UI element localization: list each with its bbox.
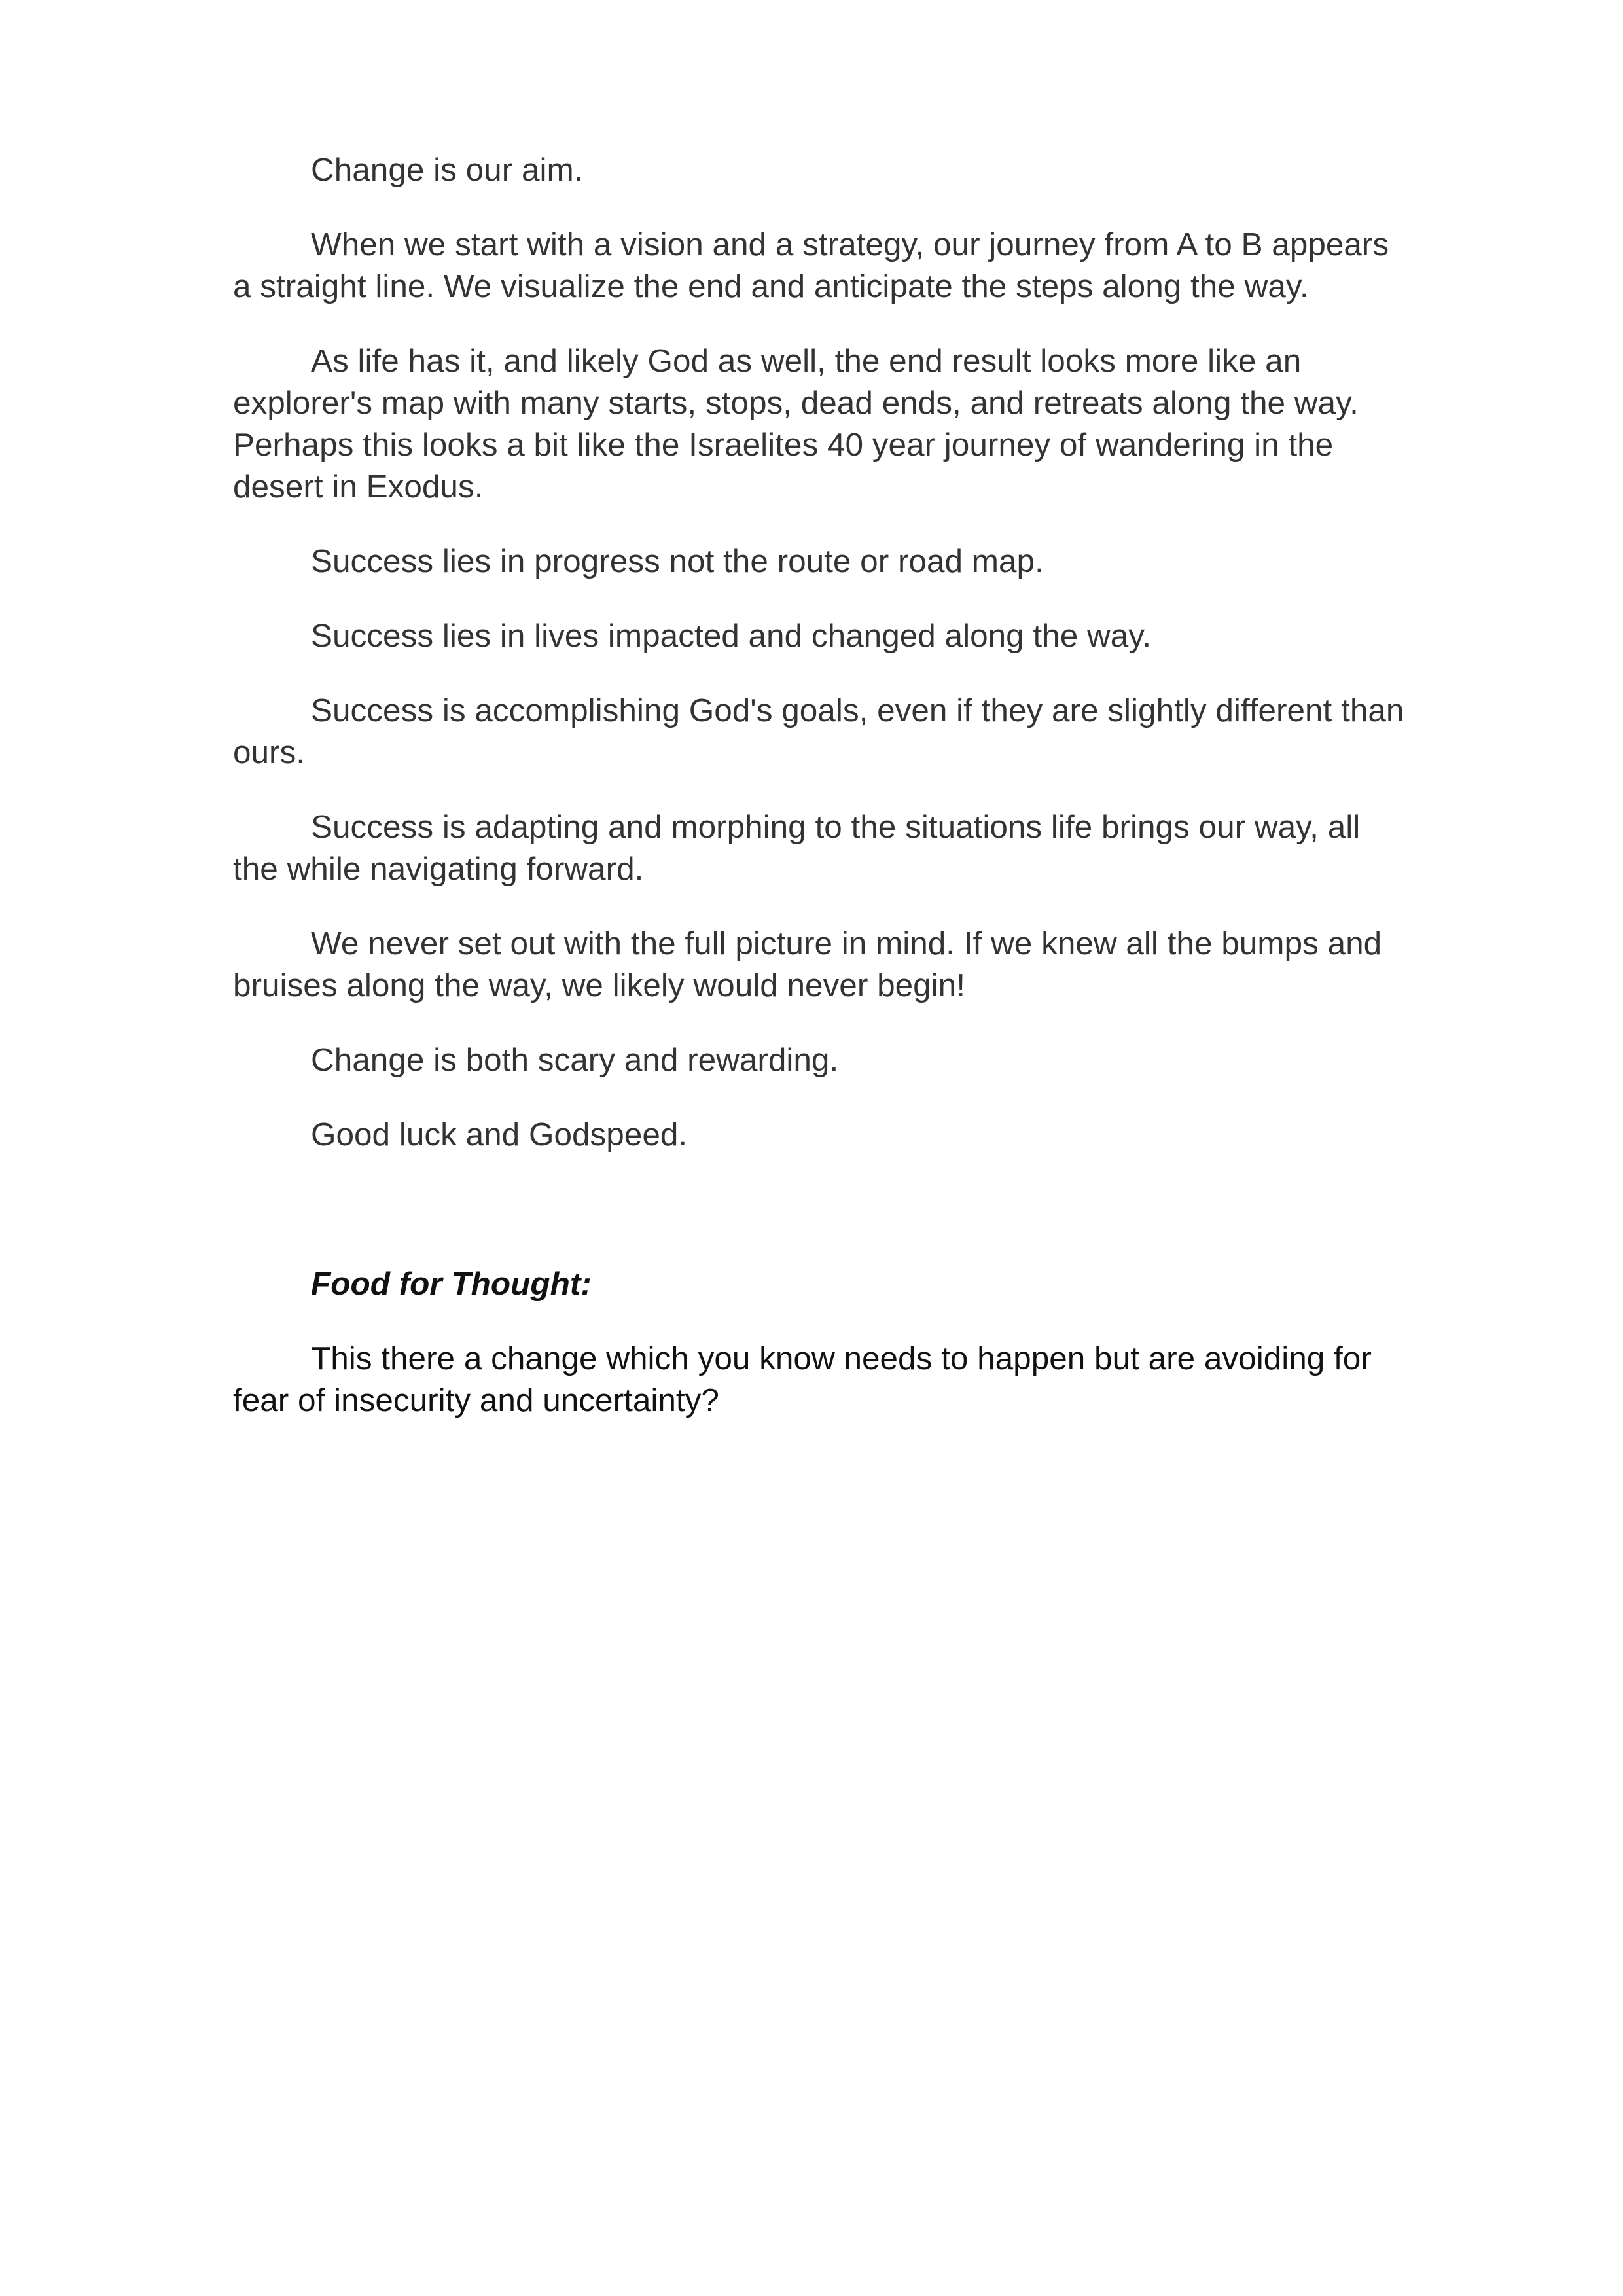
paragraph: When we start with a vision and a strategy, our journey from A to B appears a straight line. We visualize the end and anticipate the steps along the way.	[233, 226, 1389, 304]
paragraph: Success lies in lives impacted and changed along the way.	[311, 618, 1152, 654]
food-for-thought-question: This there a change which you know needs to happen but are avoiding for fear of insecurity and uncertainty?	[233, 1340, 1372, 1418]
paragraph: Change is our aim.	[311, 152, 583, 188]
paragraph: Success is adapting and morphing to the situations life brings our way, all the while navigating forward.	[233, 809, 1361, 887]
food-for-thought-heading: Food for Thought:	[311, 1266, 592, 1302]
paragraph: Good luck and Godspeed.	[311, 1117, 688, 1153]
document-body	[233, 149, 1404, 1454]
paragraph: As life has it, and likely God as well, the end result looks more like an explorer's map with many starts, stops, dead ends, and retreats along the way. Perhaps this looks a bit like the Israelites 40 year journey of wandering in the desert in Exodus.	[233, 343, 1359, 505]
paragraph: Change is both scary and rewarding.	[311, 1042, 839, 1078]
paragraph: Success is accomplishing God's goals, even if they are slightly different than ours.	[233, 692, 1404, 770]
paragraph: Success lies in progress not the route or road map.	[311, 543, 1044, 579]
paragraph: We never set out with the full picture in mind. If we knew all the bumps and bruises along the way, we likely would never begin!	[233, 925, 1382, 1003]
